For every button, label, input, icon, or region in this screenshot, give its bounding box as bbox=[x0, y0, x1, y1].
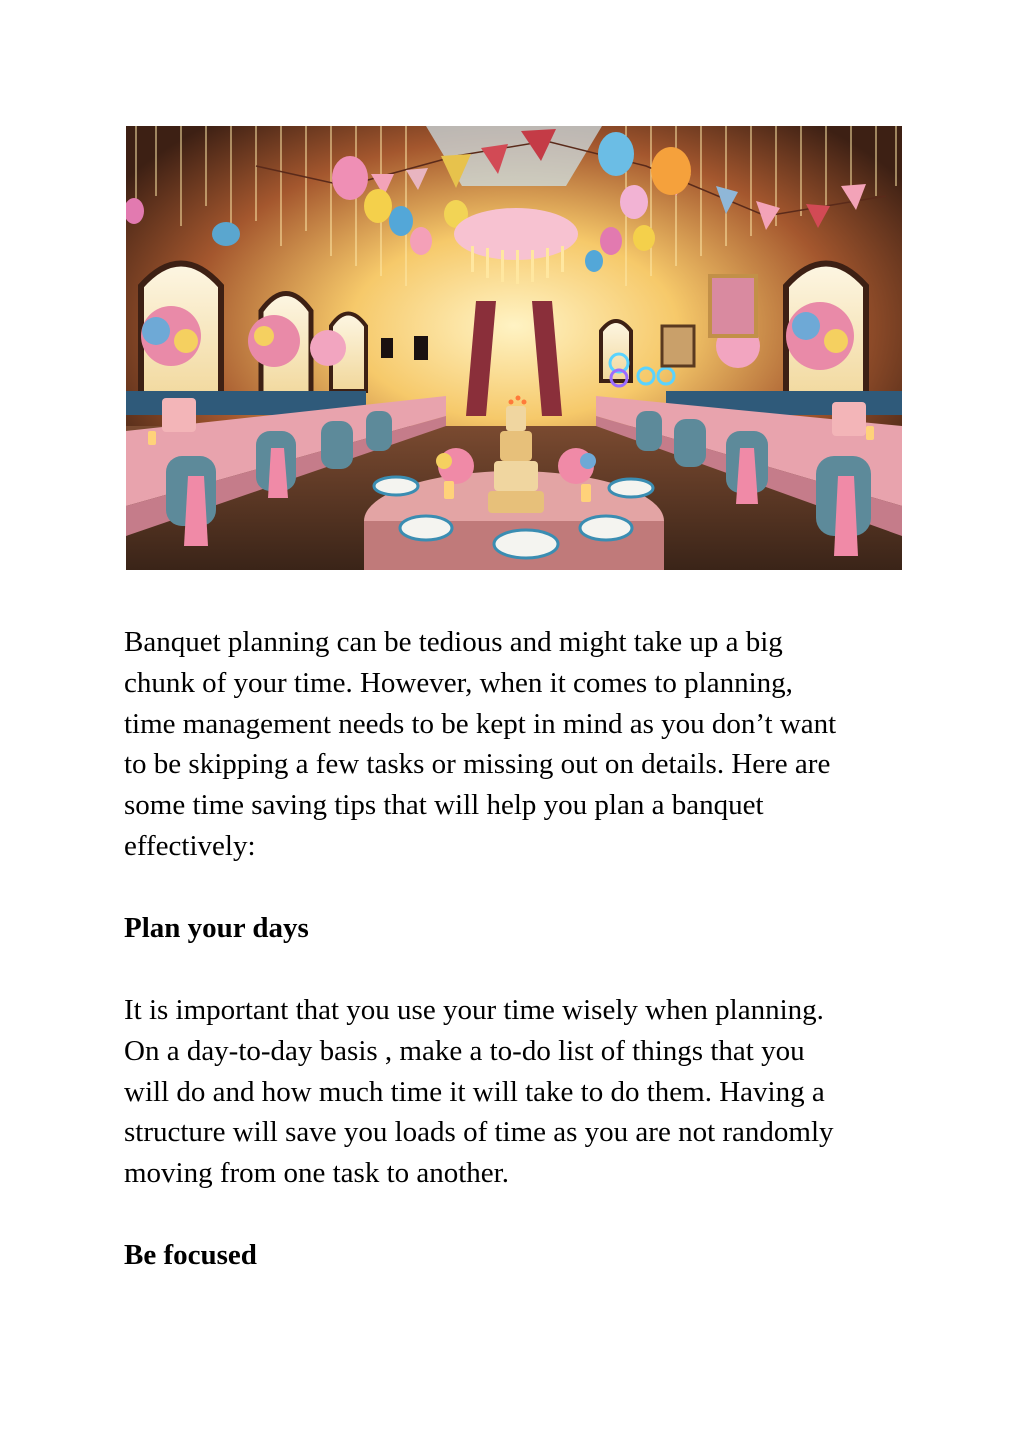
intro-line: effectively: bbox=[124, 829, 256, 862]
intro-line: chunk of your time. However, when it comes to planning, bbox=[124, 666, 793, 699]
paragraph-line: structure will save you loads of time as you are not randomly bbox=[124, 1116, 834, 1149]
plan-your-days-paragraph bbox=[124, 990, 904, 1194]
intro-line: to be skipping a few tasks or missing out on details. Here are bbox=[124, 748, 831, 781]
paragraph-line: moving from one task to another. bbox=[124, 1157, 509, 1190]
intro-line: Banquet planning can be tedious and might take up a big bbox=[124, 626, 783, 658]
section-heading-plan-your-days: Plan your days bbox=[124, 912, 309, 944]
paragraph-line: will do and how much time it will take to do them. Having a bbox=[124, 1075, 825, 1108]
paragraph-line: It is important that you use your time wisely when planning. bbox=[124, 994, 824, 1026]
paragraph-line: On a day-to-day basis , make a to-do list of things that you bbox=[124, 1034, 805, 1067]
intro-paragraph bbox=[124, 622, 904, 867]
section-heading-be-focused: Be focused bbox=[124, 1239, 257, 1271]
banquet-hall-image bbox=[126, 126, 902, 570]
intro-line: some time saving tips that will help you plan a banquet bbox=[124, 789, 764, 822]
intro-line: time management needs to be kept in mind as you don’t want bbox=[124, 707, 837, 740]
